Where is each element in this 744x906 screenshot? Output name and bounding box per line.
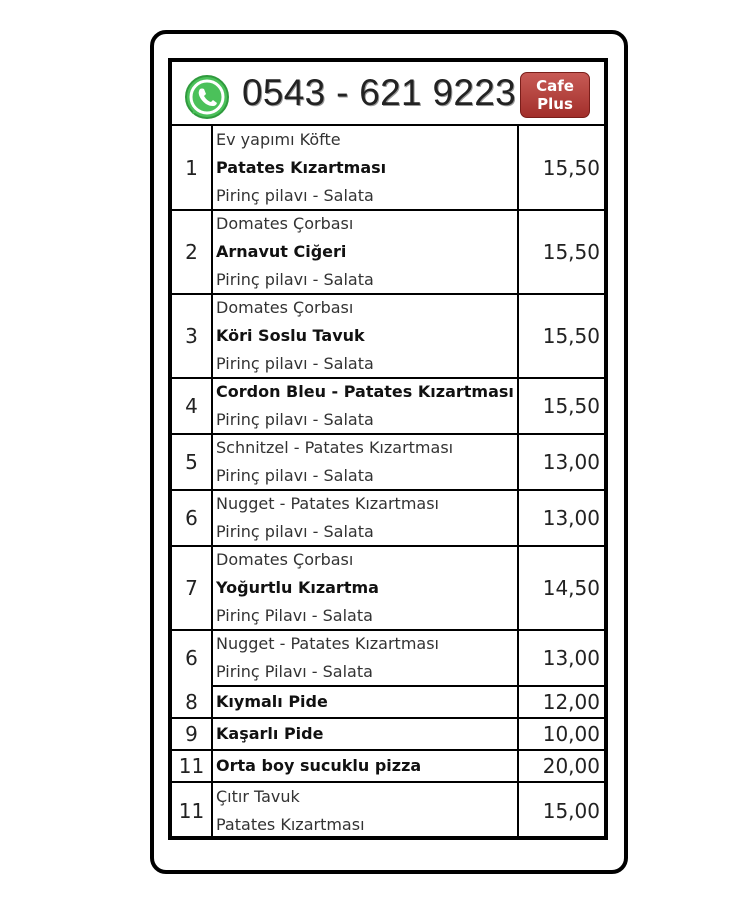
item-price: 13,00 bbox=[517, 630, 604, 686]
menu-header bbox=[172, 62, 604, 126]
item-detail: Pirinç Pilavı - Salata bbox=[216, 662, 373, 681]
item-description bbox=[216, 126, 514, 210]
item-price: 15,50 bbox=[517, 378, 604, 434]
whatsapp-icon bbox=[184, 74, 230, 120]
item-price: 15,50 bbox=[517, 294, 604, 378]
item-name: Yoğurtlu Kızartma bbox=[216, 578, 379, 597]
menu-item-row bbox=[172, 378, 604, 434]
item-detail: Domates Çorbası bbox=[216, 214, 354, 233]
item-description bbox=[216, 782, 514, 840]
item-number: 11 bbox=[172, 782, 213, 840]
item-number: 3 bbox=[172, 294, 213, 378]
item-detail: Pirinç Pilavı - Salata bbox=[216, 606, 373, 625]
menu-item-row bbox=[172, 126, 604, 210]
menu-item-row bbox=[172, 782, 604, 840]
item-detail: Schnitzel - Patates Kızartması bbox=[216, 438, 454, 457]
menu-item-row bbox=[172, 750, 604, 782]
menu-item-row bbox=[172, 630, 604, 686]
item-price: 13,00 bbox=[517, 490, 604, 546]
menu-item-row bbox=[172, 210, 604, 294]
item-number: 1 bbox=[172, 126, 213, 210]
item-detail: Pirinç pilavı - Salata bbox=[216, 354, 374, 373]
item-name: Kaşarlı Pide bbox=[216, 724, 324, 743]
item-name: Arnavut Ciğeri bbox=[216, 242, 347, 261]
menu-item-row bbox=[172, 718, 604, 750]
menu-table bbox=[168, 58, 608, 840]
item-detail: Pirinç pilavı - Salata bbox=[216, 270, 374, 289]
item-number: 11 bbox=[172, 750, 213, 782]
item-detail: Domates Çorbası bbox=[216, 298, 354, 317]
item-description bbox=[216, 718, 514, 750]
menu-item-row bbox=[172, 490, 604, 546]
item-price: 12,00 bbox=[517, 686, 604, 718]
item-detail: Domates Çorbası bbox=[216, 550, 354, 569]
item-number: 8 bbox=[172, 686, 213, 718]
item-price: 15,50 bbox=[517, 126, 604, 210]
item-detail: Pirinç pilavı - Salata bbox=[216, 466, 374, 485]
item-price: 10,00 bbox=[517, 718, 604, 750]
item-description bbox=[216, 378, 514, 434]
item-number: 2 bbox=[172, 210, 213, 294]
item-description bbox=[216, 630, 514, 686]
item-number: 9 bbox=[172, 718, 213, 750]
item-detail: Pirinç pilavı - Salata bbox=[216, 410, 374, 429]
item-price: 15,50 bbox=[517, 210, 604, 294]
cafe-plus-logo bbox=[520, 72, 590, 118]
item-detail: Pirinç pilavı - Salata bbox=[216, 186, 374, 205]
item-description bbox=[216, 294, 514, 378]
item-name: Köri Soslu Tavuk bbox=[216, 326, 365, 345]
menu-item-row bbox=[172, 686, 604, 718]
item-name: Patates Kızartması bbox=[216, 158, 387, 177]
menu-item-row bbox=[172, 434, 604, 490]
menu-item-row bbox=[172, 546, 604, 630]
logo-line-2: Plus bbox=[537, 95, 573, 113]
item-number: 4 bbox=[172, 378, 213, 434]
item-detail: Ev yapımı Köfte bbox=[216, 130, 341, 149]
menu-item-row bbox=[172, 294, 604, 378]
item-description bbox=[216, 546, 514, 630]
item-number: 6 bbox=[172, 630, 213, 686]
item-description bbox=[216, 490, 514, 546]
item-detail: Çıtır Tavuk bbox=[216, 787, 300, 806]
item-description bbox=[216, 210, 514, 294]
item-price: 14,50 bbox=[517, 546, 604, 630]
item-price: 15,00 bbox=[517, 782, 604, 840]
item-detail: Nugget - Patates Kızartması bbox=[216, 494, 439, 513]
item-price: 13,00 bbox=[517, 434, 604, 490]
item-number: 7 bbox=[172, 546, 213, 630]
item-name: Kıymalı Pide bbox=[216, 692, 328, 711]
item-number: 6 bbox=[172, 490, 213, 546]
item-name: Cordon Bleu - Patates Kızartması bbox=[216, 382, 514, 401]
logo-line-1: Cafe bbox=[536, 77, 574, 95]
item-name: Orta boy sucuklu pizza bbox=[216, 756, 422, 775]
item-number: 5 bbox=[172, 434, 213, 490]
item-description bbox=[216, 750, 514, 782]
item-detail: Nugget - Patates Kızartması bbox=[216, 634, 439, 653]
item-price: 20,00 bbox=[517, 750, 604, 782]
item-description bbox=[216, 434, 514, 490]
item-detail: Pirinç pilavı - Salata bbox=[216, 522, 374, 541]
phone-number: 0543 - 621 9223 bbox=[242, 72, 517, 113]
item-description bbox=[216, 686, 514, 718]
item-detail: Patates Kızartması bbox=[216, 815, 365, 834]
